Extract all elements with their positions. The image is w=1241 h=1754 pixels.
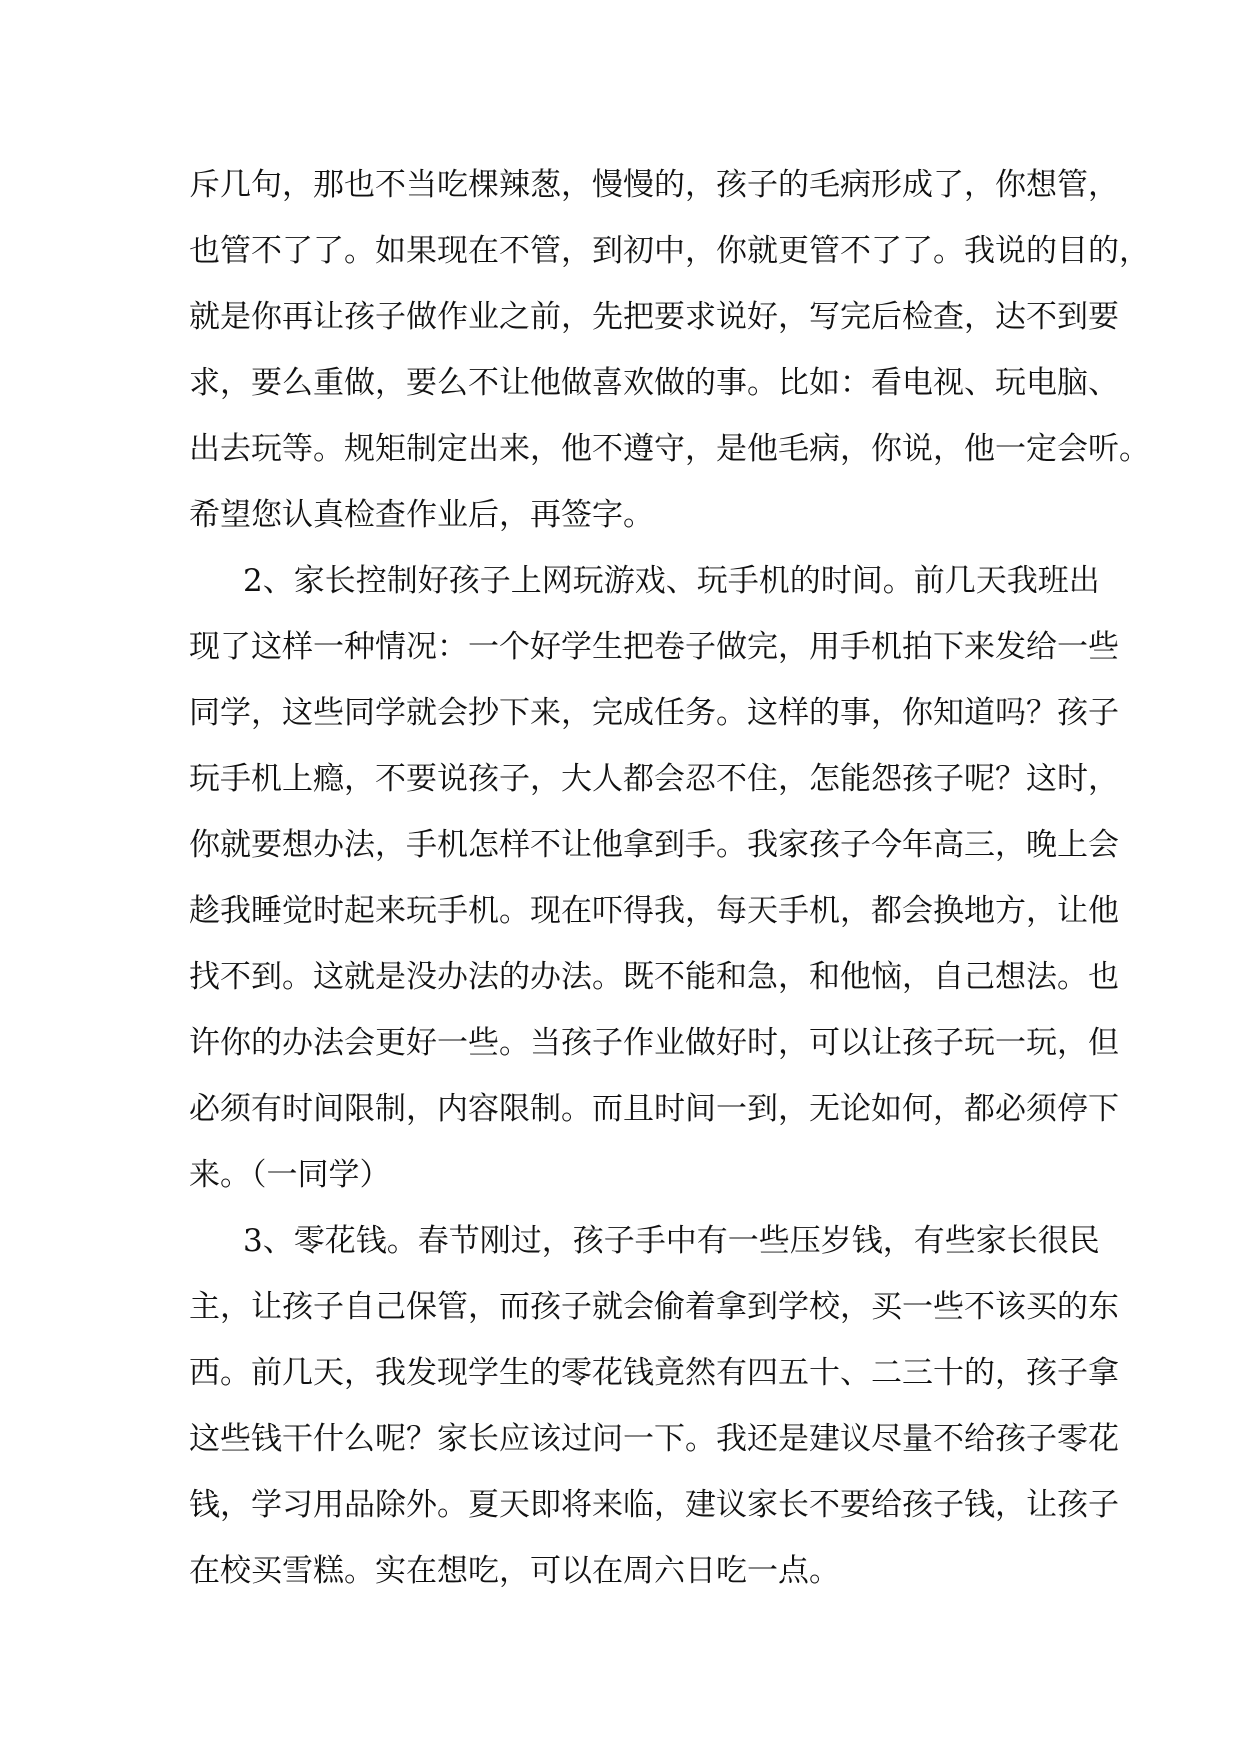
text-line: 来。（一同学） bbox=[189, 1157, 391, 1193]
text-line: 也管不了了。如果现在不管，到初中，你就更管不了了。我说的目的， bbox=[189, 233, 1150, 269]
text-line: 找不到。这就是没办法的办法。既不能和急，和他恼，自己想法。也 bbox=[189, 959, 1119, 995]
text-line: 西。前几天，我发现学生的零花钱竟然有四五十、二三十的，孩子拿 bbox=[189, 1355, 1119, 1391]
paragraph-2 bbox=[189, 548, 1119, 1208]
text-line: 许你的办法会更好一些。当孩子作业做好时，可以让孩子玩一玩，但 bbox=[189, 1025, 1119, 1061]
text-line: 现了这样一种情况：一个好学生把卷子做完，用手机拍下来发给一些 bbox=[189, 629, 1119, 665]
text-line: 3、零花钱。春节刚过，孩子手中有一些压岁钱，有些家长很民 bbox=[243, 1223, 1100, 1259]
paragraph-3 bbox=[189, 1208, 1119, 1604]
text-line: 必须有时间限制，内容限制。而且时间一到，无论如何，都必须停下 bbox=[189, 1091, 1119, 1127]
text-line: 求，要么重做，要么不让他做喜欢做的事。比如：看电视、玩电脑、 bbox=[189, 365, 1119, 401]
text-line: 斥几句，那也不当吃棵辣葱，慢慢的，孩子的毛病形成了，你想管， bbox=[189, 167, 1119, 203]
text-line: 出去玩等。规矩制定出来，他不遵守，是他毛病，你说，他一定会听。 bbox=[189, 431, 1150, 467]
document-body bbox=[189, 152, 1150, 1604]
text-line: 希望您认真检查作业后，再签字。 bbox=[189, 497, 654, 533]
paragraph-1 bbox=[189, 152, 1150, 548]
text-line: 玩手机上瘾，不要说孩子，大人都会忍不住，怎能怨孩子呢？这时， bbox=[189, 761, 1119, 797]
text-line: 就是你再让孩子做作业之前，先把要求说好，写完后检查，达不到要 bbox=[189, 299, 1119, 335]
text-line: 2、家长控制好孩子上网玩游戏、玩手机的时间。前几天我班出 bbox=[243, 563, 1100, 599]
text-line: 你就要想办法，手机怎样不让他拿到手。我家孩子今年高三，晚上会 bbox=[189, 827, 1119, 863]
text-line: 趁我睡觉时起来玩手机。现在吓得我，每天手机，都会换地方，让他 bbox=[189, 893, 1119, 929]
text-line: 同学，这些同学就会抄下来，完成任务。这样的事，你知道吗？孩子 bbox=[189, 695, 1119, 731]
text-line: 主，让孩子自己保管，而孩子就会偷着拿到学校，买一些不该买的东 bbox=[189, 1289, 1119, 1325]
text-line: 这些钱干什么呢？家长应该过问一下。我还是建议尽量不给孩子零花 bbox=[189, 1421, 1119, 1457]
text-line: 在校买雪糕。实在想吃，可以在周六日吃一点。 bbox=[189, 1553, 840, 1589]
text-line: 钱，学习用品除外。夏天即将来临，建议家长不要给孩子钱，让孩子 bbox=[189, 1487, 1119, 1523]
